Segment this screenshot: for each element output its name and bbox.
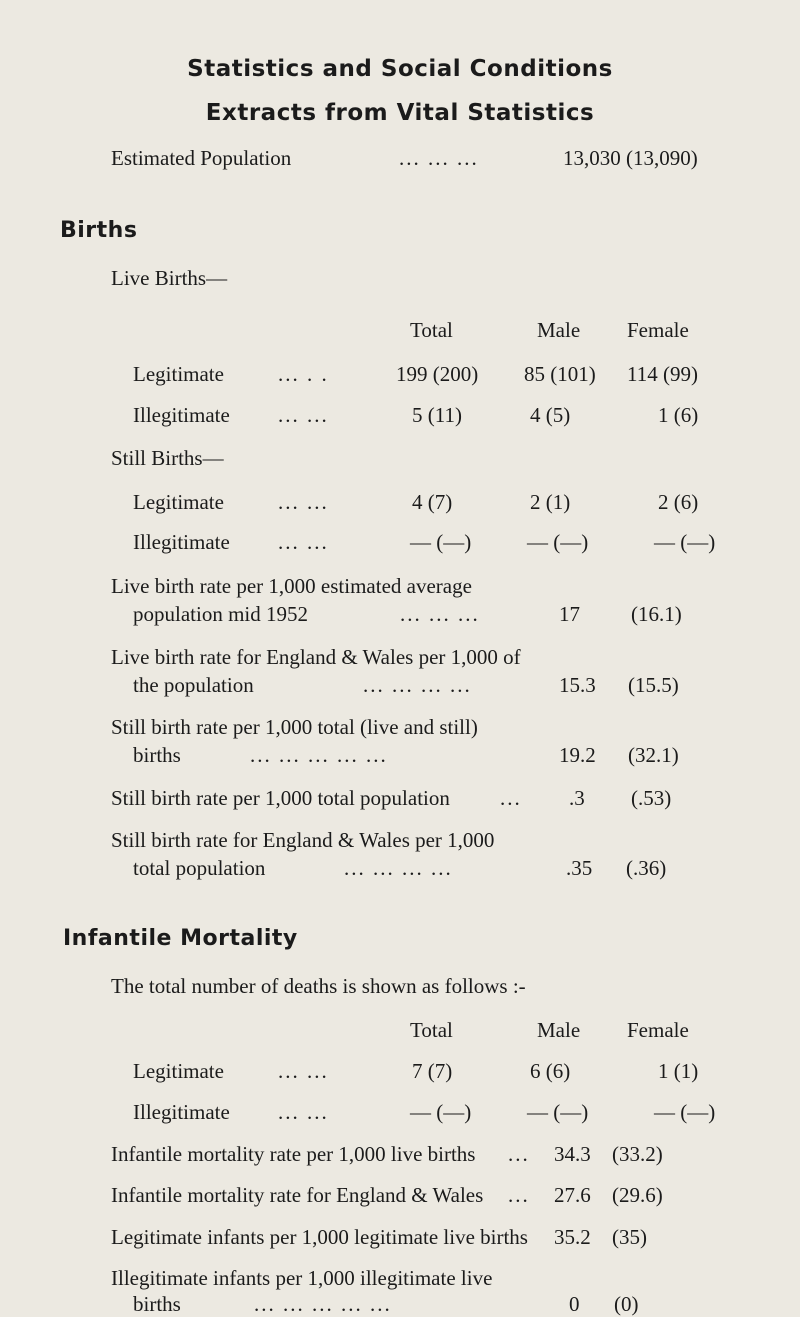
rate-prev: (.53): [631, 786, 672, 810]
rate-label: Infantile mortality rate per 1,000 live births: [111, 1142, 476, 1166]
col-female: Female: [627, 1018, 689, 1042]
col-total: Total: [410, 1018, 453, 1042]
rate-label: Legitimate infants per 1,000 legitimate live births: [111, 1225, 528, 1249]
rate-value: 0: [569, 1292, 580, 1316]
page-subtitle: Extracts from Vital Statistics: [205, 100, 595, 126]
rate-dots: ... ... ...: [400, 602, 480, 626]
row-dots: ... ...: [278, 490, 329, 514]
row-male: 4 (5): [530, 403, 571, 427]
rate-dots: ... ... ... ...: [344, 856, 453, 880]
rate-prev: (29.6): [612, 1183, 663, 1207]
rate-line1: Still birth rate per 1,000 total population: [111, 786, 450, 810]
page-title: Statistics and Social Conditions: [187, 56, 613, 82]
row-label: Illegitimate: [133, 1100, 230, 1124]
rate-line2: births: [133, 1292, 181, 1316]
row-female: 1 (6): [658, 403, 699, 427]
row-male: — (—): [527, 1100, 589, 1124]
row-female: — (—): [654, 530, 716, 554]
rate-dots: ...: [500, 786, 522, 810]
rate-line1: Still birth rate for England & Wales per 1,000: [111, 828, 495, 852]
col-total: Total: [410, 318, 453, 342]
rate-dots: ... ... ... ...: [363, 673, 472, 697]
col-male: Male: [537, 318, 581, 342]
row-label: Illegitimate: [133, 403, 230, 427]
rate-line2: population mid 1952: [133, 602, 308, 626]
rate-dots: ... ... ... ... ...: [254, 1292, 392, 1316]
row-total: 199 (200): [396, 362, 479, 386]
rate-prev: (33.2): [612, 1142, 663, 1166]
rate-value: 19.2: [559, 743, 596, 767]
row-dots: ... . .: [278, 362, 329, 386]
rate-value: .35: [566, 856, 593, 880]
rate-prev: (32.1): [628, 743, 679, 767]
row-total: 7 (7): [412, 1059, 453, 1083]
row-dots: ... ...: [278, 1059, 329, 1083]
rate-value: 17: [559, 602, 580, 626]
rate-line1: Still birth rate per 1,000 total (live and still): [111, 715, 478, 739]
rate-value: 35.2: [554, 1225, 591, 1249]
rate-value: 34.3: [554, 1142, 591, 1166]
row-male: 2 (1): [530, 490, 571, 514]
row-total: 4 (7): [412, 490, 453, 514]
births-heading: Births: [60, 218, 138, 243]
rate-value: .3: [569, 786, 585, 810]
live-births-label: Live Births—: [111, 266, 228, 290]
rate-line1: Live birth rate per 1,000 estimated average: [111, 574, 472, 598]
col-male: Male: [537, 1018, 581, 1042]
row-total: — (—): [410, 530, 472, 554]
rate-label: Illegitimate infants per 1,000 illegitimate live: [111, 1266, 493, 1290]
rate-dots: ...: [508, 1183, 530, 1207]
rate-prev: (15.5): [628, 673, 679, 697]
infantile-heading: Infantile Mortality: [63, 926, 298, 951]
row-dots: ... ...: [278, 403, 329, 427]
rate-value: 27.6: [554, 1183, 591, 1207]
row-total: — (—): [410, 1100, 472, 1124]
row-dots: ... ...: [278, 530, 329, 554]
row-label: Illegitimate: [133, 530, 230, 554]
infantile-intro: The total number of deaths is shown as follows :-: [111, 974, 526, 998]
rate-dots: ... ... ... ... ...: [250, 743, 388, 767]
rate-prev: (0): [614, 1292, 639, 1316]
population-label: Estimated Population: [111, 146, 292, 170]
rate-line2: births: [133, 743, 181, 767]
row-male: 6 (6): [530, 1059, 571, 1083]
rate-prev: (16.1): [631, 602, 682, 626]
rate-line2: total population: [133, 856, 266, 880]
row-male: — (—): [527, 530, 589, 554]
rate-prev: (35): [612, 1225, 647, 1249]
row-dots: ... ...: [278, 1100, 329, 1124]
row-female: 2 (6): [658, 490, 699, 514]
row-label: Legitimate: [133, 490, 224, 514]
row-female: 114 (99): [627, 362, 698, 386]
still-births-label: Still Births—: [111, 446, 224, 470]
rate-value: 15.3: [559, 673, 596, 697]
rate-line2: the population: [133, 673, 254, 697]
population-value: 13,030 (13,090): [563, 146, 698, 170]
row-label: Legitimate: [133, 1059, 224, 1083]
rate-line1: Live birth rate for England & Wales per 1,000 of: [111, 645, 521, 669]
population-dots: ... ... ...: [399, 146, 479, 170]
row-female: 1 (1): [658, 1059, 699, 1083]
row-male: 85 (101): [524, 362, 596, 386]
rate-dots: ...: [508, 1142, 530, 1166]
col-female: Female: [627, 318, 689, 342]
row-total: 5 (11): [412, 403, 462, 427]
rate-label: Infantile mortality rate for England & Wales: [111, 1183, 484, 1207]
row-female: — (—): [654, 1100, 716, 1124]
rate-prev: (.36): [626, 856, 667, 880]
row-label: Legitimate: [133, 362, 224, 386]
